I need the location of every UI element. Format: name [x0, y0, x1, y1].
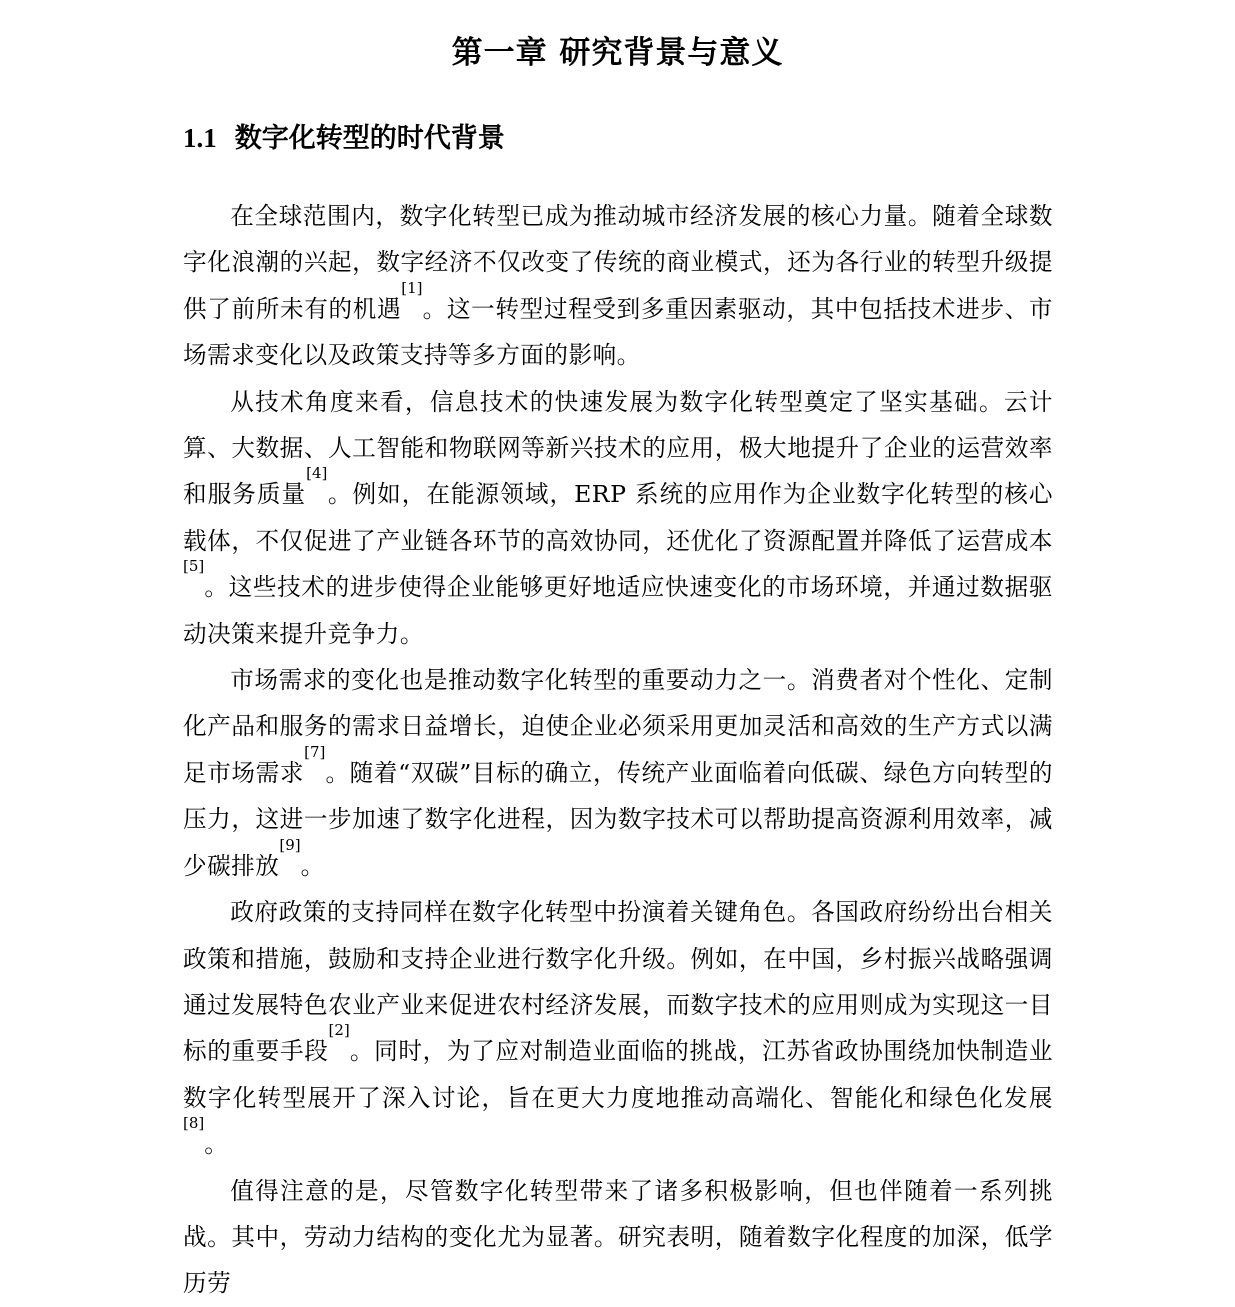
paragraph-text: 。这些技术的进步使得企业能够更好地适应快速变化的市场环境，并通过数据驱动决策来提升竞争力。 — [183, 573, 1053, 648]
paragraph-text: 。同时，为了应对制造业面临的挑战，江苏省政协围绕加快制造业数字化转型展开了深入讨论，旨在更大力度地推动高端化、智能化和绿色化发展 — [183, 1037, 1053, 1112]
paragraph — [183, 193, 1053, 379]
citation-ref: [5] — [183, 557, 205, 576]
paragraph — [183, 379, 1053, 657]
citation-ref: [9] — [279, 835, 301, 854]
citation-ref: [4] — [306, 464, 328, 483]
paragraph-text: 市场需求的变化也是推动数字化转型的重要动力之一。消费者对个性化、定制化产品和服务的需求日益增长，迫使企业必须采用更加灵活和高效的生产方式以满足市场需求 — [183, 666, 1053, 787]
paragraph-text: 。 — [300, 851, 325, 880]
paragraph-text: 。例如，在能源领域，ERP 系统的应用作为企业数字化转型的核心载体，不仅促进了产业链各环节的高效协同，还优化了资源配置并降低了运营成本 — [183, 480, 1053, 555]
citation-ref: [7] — [304, 742, 326, 761]
paragraph-text: 。这一转型过程受到多重因素驱动，其中包括技术进步、市场需求变化以及政策支持等多方面的影响。 — [183, 294, 1053, 370]
body-text — [183, 193, 1053, 1307]
paragraph-text: 。随着“双碳”目标的确立，传统产业面临着向低碳、绿色方向转型的压力，这进一步加速了数字化进程，因为数字技术可以帮助提高资源利用效率，减少碳排放 — [183, 758, 1054, 880]
paragraph — [183, 657, 1053, 889]
paragraph-text: 政府政策的支持同样在数字化转型中扮演着关键角色。各国政府纷纷出台相关政策和措施，鼓励和支持企业进行数字化升级。例如，在中国，乡村振兴战略强调通过发展特色农业产业来促进农村经济发展，而数字技术的应用则成为实现这一目标的重要手段 — [183, 898, 1053, 1066]
paragraph-text: 值得注意的是，尽管数字化转型带来了诸多积极影响，但也伴随着一系列挑战。其中，劳动力结构的变化尤为显著。研究表明，随着数字化程度的加深，低学历劳 — [183, 1176, 1053, 1298]
paragraph-text: 在全球范围内，数字化转型已成为推动城市经济发展的核心力量。随着全球数字化浪潮的兴起，数字经济不仅改变了传统的商业模式，还为各行业的转型升级提供了前所未有的机遇 — [183, 202, 1053, 323]
section-number: 1.1 — [183, 123, 217, 153]
paragraph — [183, 1168, 1053, 1307]
citation-ref: [8] — [183, 1114, 205, 1133]
chapter-title: 第一章 研究背景与意义 — [451, 35, 784, 71]
citation-ref: [1] — [401, 278, 423, 297]
section-heading — [183, 116, 505, 161]
section-title: 数字化转型的时代背景 — [234, 123, 505, 154]
paragraph-text: 从技术角度来看，信息技术的快速发展为数字化转型奠定了坚实基础。云计算、大数据、人工智能和物联网等新兴技术的应用，极大地提升了企业的运营效率和服务质量 — [183, 387, 1053, 509]
citation-ref: [2] — [328, 1021, 350, 1040]
paragraph-text: 。 — [204, 1130, 229, 1159]
paragraph — [183, 889, 1053, 1167]
